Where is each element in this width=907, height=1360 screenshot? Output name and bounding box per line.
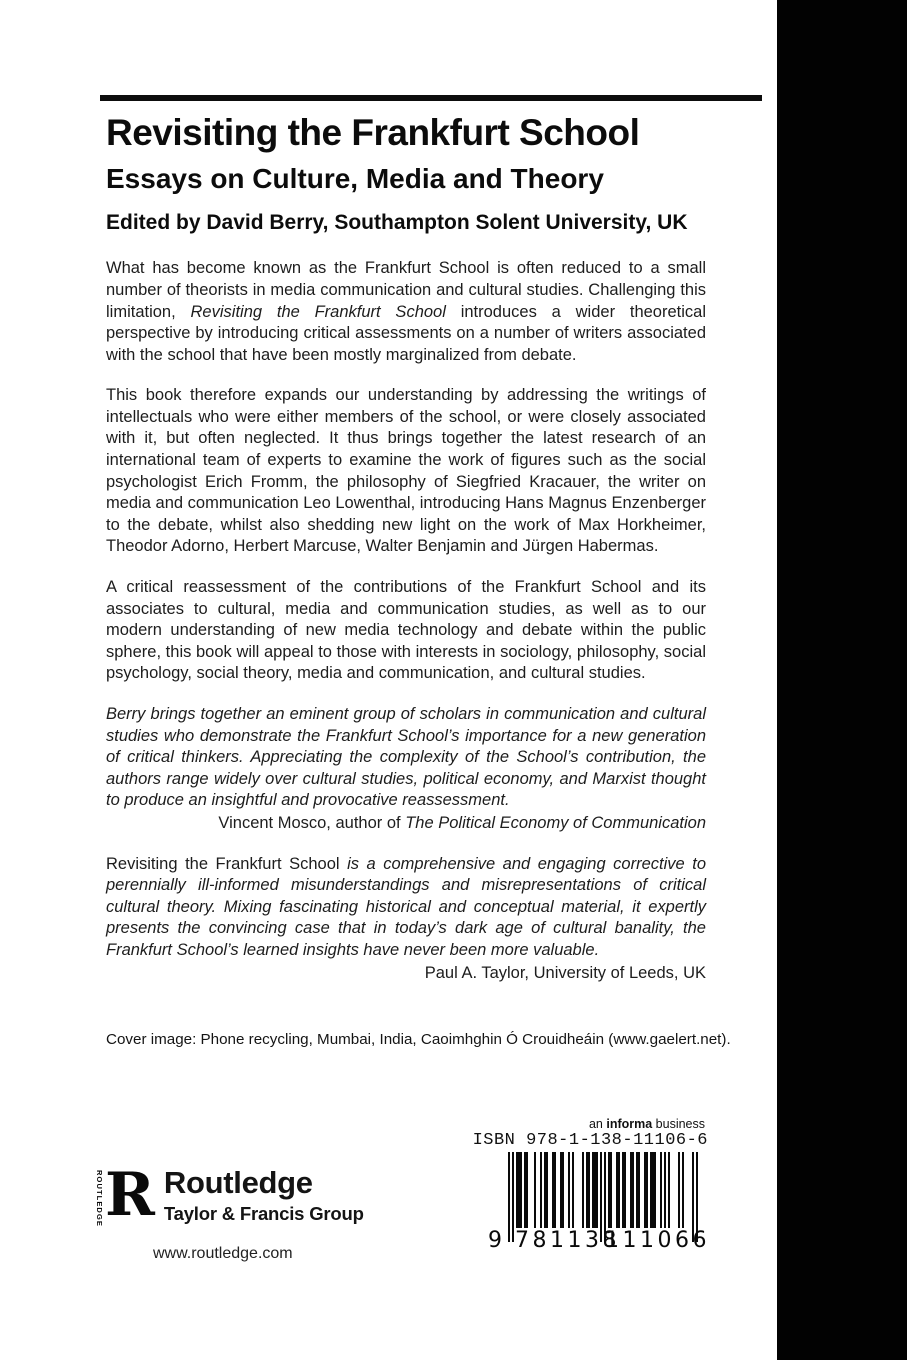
barcode-digits bbox=[488, 1226, 710, 1254]
routledge-url: www.routledge.com bbox=[153, 1245, 293, 1262]
endorsement-1-quote: Berry brings together an eminent group of scholars in communication and cultural studies who demonstrate the Frankfurt School’s importance for a new generation of critical thinkers. Appreciating the complexity of the School’s contribution, the authors range widely over cultural studies, political economy, and Marxist thought to produce an insightful and provocative reassessment. bbox=[106, 705, 706, 810]
cover-image-credit: Cover image: Phone recycling, Mumbai, India, Caoimhghin Ó Crouidheáin (www.gaelert.net). bbox=[106, 1031, 731, 1048]
para-1-text-end: introduces a wider theoretical perspective by introducing critical assessments on a number of writers associated with the school that have been mostly marginalized from debate. bbox=[106, 302, 707, 364]
endorsement-2-attribution: Paul A. Taylor, University of Leeds, UK bbox=[424, 963, 706, 982]
isbn-label: ISBN 978-1-138-11106-6 bbox=[472, 1131, 708, 1150]
routledge-wordmark: Routledge bbox=[163, 1165, 313, 1200]
barcode-digit-group-2: 111066 bbox=[605, 1228, 710, 1253]
endorsement-2-quote bbox=[106, 854, 706, 962]
informa-brand: informa bbox=[606, 1117, 653, 1131]
para-1-text: What has become known as the Frankfurt School is often reduced to a small number of theorists in media communication and cultural studies. Challenging this limitation, bbox=[106, 259, 706, 321]
informa-line bbox=[589, 1117, 705, 1131]
endorsement-1-attribution-book: The Political Economy of Communication bbox=[405, 813, 706, 832]
description-para-1 bbox=[106, 258, 706, 366]
para-1-book-title-italic: Revisiting the Frankfurt School bbox=[190, 302, 446, 321]
routledge-r-glyph: R bbox=[105, 1160, 155, 1230]
barcode-digit-group-1: 781138 bbox=[515, 1228, 620, 1253]
book-subtitle: Essays on Culture, Media and Theory bbox=[106, 162, 604, 194]
taylor-francis-tagline: Taylor & Francis Group bbox=[163, 1202, 364, 1224]
description-para-2: This book therefore expands our understanding by addressing the writings of intellectuals who were either members of the school, or were closely associated with it, but often neglected. It thus brings together the latest research of an international team of experts to examine the work of figures such as the social psychologist Erich Fromm, the philosophy of Siegfried Kracauer, the writer on media and communication Leo Lowenthal, introducing Hans Magnus Enzenberger to the debate, whilst also shedding new light on the work of Max Horkheimer, Theodor Adorno, Herbert Marcuse, Walter Benjamin and Jürgen Habermas. bbox=[106, 386, 706, 556]
endorsement-2-italic: is a comprehensive and engaging corrective to perennially ill-informed misunderstandings and misrepresentations of critical cultural theory. Mixing fascinating historical and conceptual material, it expertly presents the convincing case that in today’s dark age of cultural banality, the Frankfurt School’s learned insights have never been more valuable. bbox=[106, 854, 706, 959]
cover-text-column bbox=[106, 0, 706, 984]
endorsement-1-attribution-name: Vincent Mosco, author of bbox=[218, 813, 406, 832]
routledge-logo-mark bbox=[95, 1160, 155, 1233]
endorsement-1-attribution bbox=[106, 813, 706, 835]
description-para-3: A critical reassessment of the contributions of the Frankfurt School and its associates to cultural, media and communication studies, as well as to our modern understanding of new media technology and debate within the public sphere, this book will appeal to those with interests in sociology, philosophy, social psychology, social theory, media and communication, and cultural studies. bbox=[106, 578, 706, 683]
editor-line: Edited by David Berry, Southampton Solent University, UK bbox=[106, 211, 688, 235]
routledge-logo bbox=[95, 1160, 364, 1263]
book-title: Revisiting the Frankfurt School bbox=[106, 112, 640, 153]
barcode bbox=[488, 1152, 710, 1258]
routledge-vertical-text: ROUTLEDGE bbox=[95, 1169, 104, 1227]
informa-post: business bbox=[652, 1117, 705, 1131]
endorsement-2-lead: Revisiting the Frankfurt School bbox=[106, 854, 340, 873]
barcode-digit-first: 9 bbox=[488, 1228, 502, 1253]
informa-pre: an bbox=[588, 1117, 607, 1131]
cover-right-black-band bbox=[777, 0, 907, 1360]
